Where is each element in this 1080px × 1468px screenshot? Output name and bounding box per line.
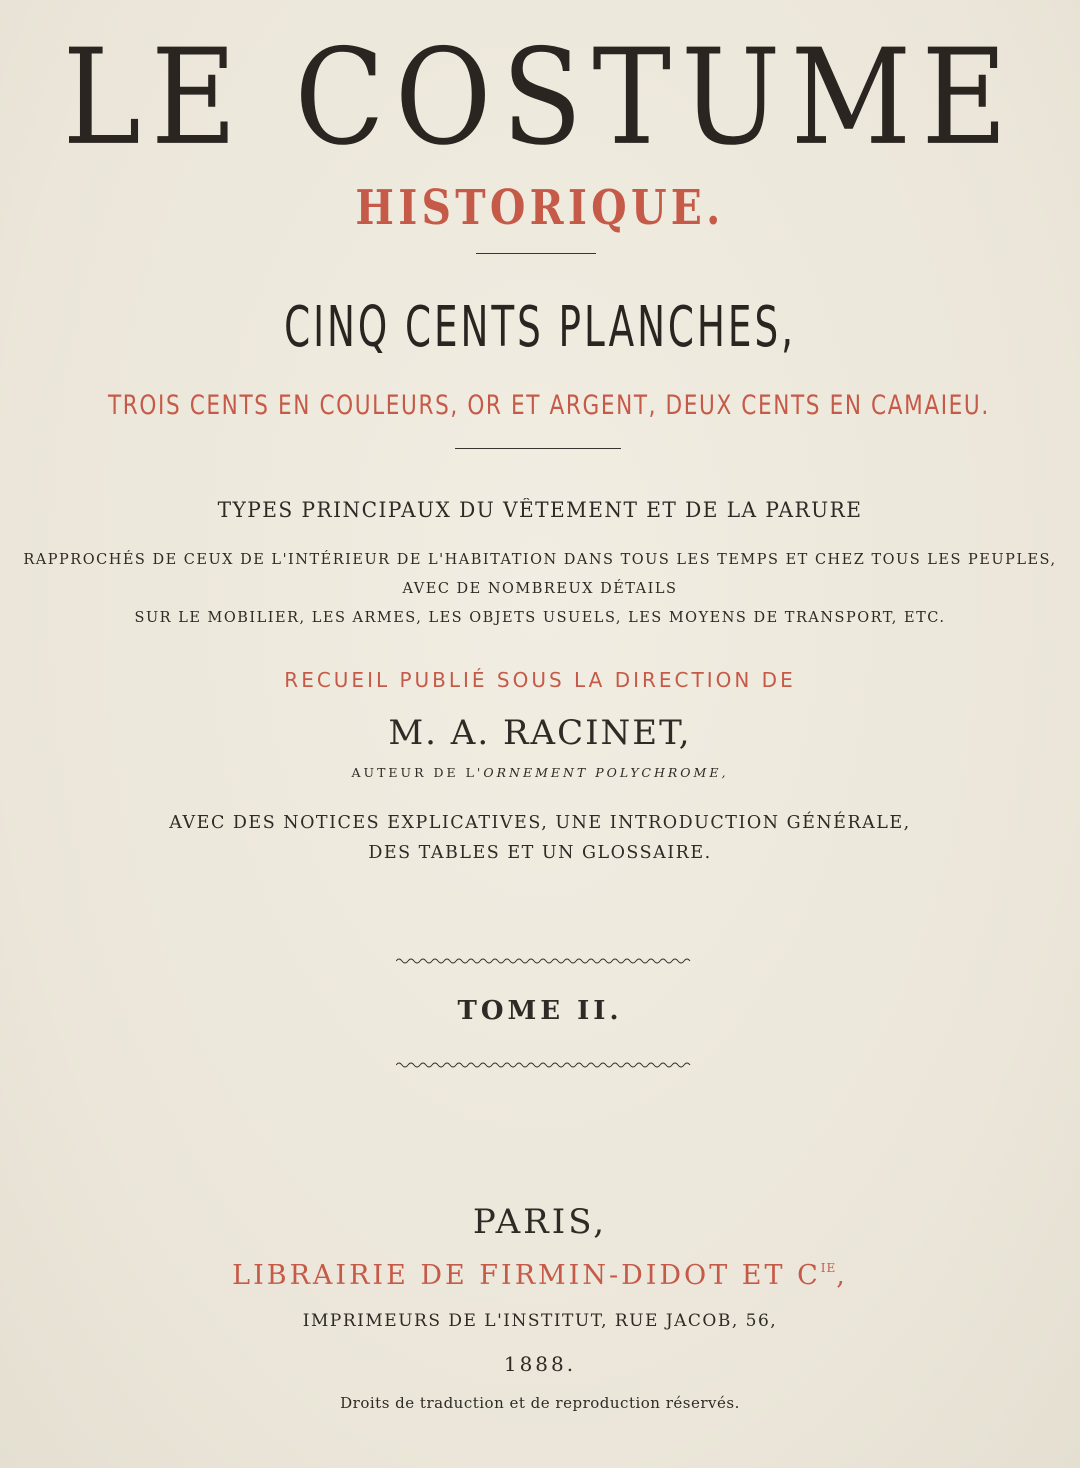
publisher-name — [0, 1260, 1080, 1291]
publisher-main: LIBRAIRIE DE FIRMIN-DIDOT ET C — [232, 1260, 821, 1291]
publication-year: 1888. — [503, 1352, 577, 1376]
publication-city: PARIS, — [472, 1202, 608, 1242]
divider-rule — [476, 253, 596, 254]
description-line: AVEC DE NOMBREUX DÉTAILS — [402, 581, 678, 597]
description-line: RAPPROCHÉS DE CEUX DE L'INTÉRIEUR DE L'HABITATION DANS TOUS LES TEMPS ET CHEZ TOUS LES PEUPLES, — [23, 552, 1057, 568]
author-note-prefix: AUTEUR DE L' — [351, 765, 484, 780]
book-title: LE COSTUME — [62, 19, 1018, 175]
wavy-ornament — [396, 956, 692, 966]
author-note — [0, 765, 1080, 780]
wavy-ornament — [396, 1060, 692, 1070]
plates-description: TROIS CENTS EN COULEURS, OR ET ARGENT, DEUX CENTS EN CAMAIEU. — [108, 390, 990, 421]
plates-heading: CINQ CENTS PLANCHES, — [284, 295, 796, 360]
notices-line: AVEC DES NOTICES EXPLICATIVES, UNE INTRODUCTION GÉNÉRALE, — [169, 813, 911, 833]
author-name: M. A. RACINET, — [388, 713, 692, 753]
publisher-punct: , — [836, 1260, 848, 1291]
author-note-work: ORNEMENT POLYCHROME, — [483, 765, 729, 780]
types-line: TYPES PRINCIPAUX DU VÊTEMENT ET DE LA PARURE — [217, 498, 863, 522]
publisher-superscript: IE — [820, 1261, 837, 1275]
book-subtitle: HISTORIQUE. — [355, 180, 725, 236]
divider-rule — [455, 448, 621, 449]
volume-label: TOME II. — [457, 996, 623, 1026]
rights-notice: Droits de traduction et de reproduction réservés. — [340, 1394, 740, 1412]
notices-line: DES TABLES ET UN GLOSSAIRE. — [368, 843, 712, 863]
printer-address: IMPRIMEURS DE L'INSTITUT, RUE JACOB, 56, — [302, 1311, 778, 1331]
editorial-credit: RECUEIL PUBLIÉ SOUS LA DIRECTION DE — [284, 668, 796, 692]
description-line: SUR LE MOBILIER, LES ARMES, LES OBJETS USUELS, LES MOYENS DE TRANSPORT, ETC. — [134, 610, 946, 626]
